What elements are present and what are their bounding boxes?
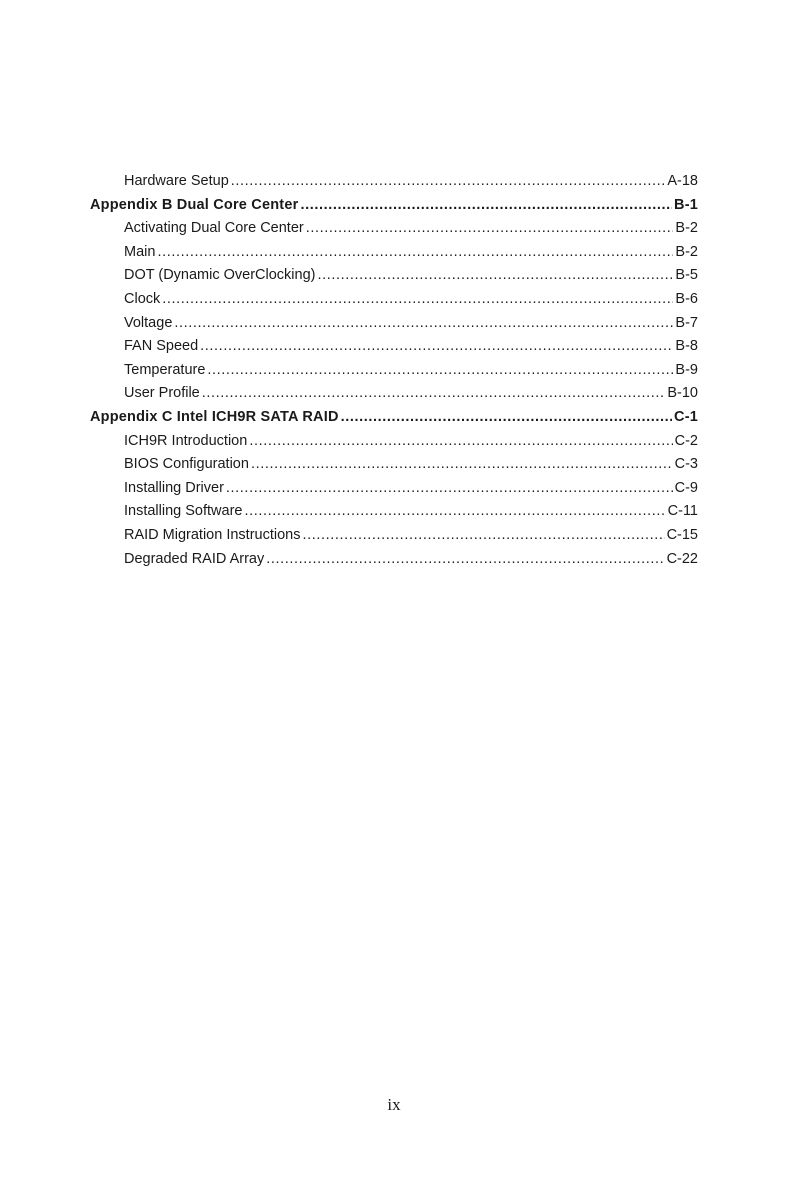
- toc-entry-title: Voltage: [124, 314, 173, 331]
- toc-dot-leader: [226, 477, 673, 501]
- toc-entry-page: B-2: [675, 243, 698, 260]
- toc-section-entry: [90, 453, 698, 477]
- toc-section-entry: [90, 430, 698, 454]
- toc-entry-title: Installing Driver: [124, 479, 224, 496]
- toc-entry-title: Temperature: [124, 361, 206, 378]
- toc-entry-page: B-5: [675, 267, 698, 284]
- toc-chapter-entry: [90, 194, 698, 218]
- toc-dot-leader: [251, 453, 673, 477]
- toc-entry-page: C-2: [674, 432, 698, 449]
- toc-entry-title: Hardware Setup: [124, 173, 229, 189]
- toc-section-entry: [90, 359, 698, 383]
- toc-section-entry: [90, 312, 698, 336]
- toc-dot-leader: [306, 217, 674, 241]
- toc-section-entry: [90, 335, 698, 359]
- toc-dot-leader: [249, 430, 672, 454]
- toc-entry-page: B-9: [675, 361, 698, 378]
- toc-section-entry: [90, 170, 698, 194]
- page-number: ix: [387, 1095, 401, 1114]
- toc-entry-page: B-10: [667, 385, 698, 402]
- toc-section-entry: [90, 288, 698, 312]
- toc-entry-page: B-1: [674, 196, 698, 213]
- toc-entry-page: C-15: [666, 526, 698, 543]
- toc-entry-page: C-22: [666, 550, 698, 567]
- toc-dot-leader: [162, 288, 673, 312]
- toc-chapter-entry: [90, 406, 698, 430]
- toc-dot-leader: [341, 406, 672, 430]
- toc-entry-title: User Profile: [124, 385, 200, 402]
- toc-dot-leader: [174, 312, 673, 336]
- toc-entry-title: Appendix C Intel ICH9R SATA RAID: [90, 408, 339, 425]
- toc-entry-title: ICH9R Introduction: [124, 432, 248, 449]
- toc-entry-page: B-7: [675, 314, 698, 331]
- toc-entry-title: DOT (Dynamic OverClocking): [124, 267, 316, 284]
- toc-section-entry: [90, 217, 698, 241]
- toc-entry-title: Appendix B Dual Core Center: [90, 196, 299, 213]
- toc-section-entry: [90, 524, 698, 548]
- toc-entry-title: Main: [124, 243, 156, 260]
- toc-entry-title: BIOS Configuration: [124, 456, 249, 473]
- toc-dot-leader: [318, 264, 674, 288]
- toc-dot-leader: [300, 194, 672, 218]
- toc-entry-page: B-8: [675, 338, 698, 355]
- toc-dot-leader: [202, 382, 666, 406]
- toc-entry-page: B-2: [675, 220, 698, 237]
- toc-entry-page: A-18: [667, 173, 698, 189]
- toc-entry-page: C-3: [674, 456, 698, 473]
- toc-entry-page: C-1: [674, 408, 698, 425]
- toc-entry-page: C-11: [667, 503, 698, 520]
- toc-section-entry: [90, 548, 698, 572]
- toc-entry-title: Clock: [124, 290, 161, 307]
- toc-section-entry: [90, 500, 698, 524]
- toc-section-entry: [90, 241, 698, 265]
- toc-entry-title: Degraded RAID Array: [124, 550, 265, 567]
- toc-section-entry: [90, 477, 698, 501]
- toc-dot-leader: [157, 241, 673, 265]
- toc-entry-title: RAID Migration Instructions: [124, 526, 301, 543]
- toc-dot-leader: [231, 170, 666, 194]
- toc-entry-title: FAN Speed: [124, 338, 199, 355]
- toc-entry-page: B-6: [675, 290, 698, 307]
- table-of-contents: [90, 170, 698, 571]
- toc-entry-title: Activating Dual Core Center: [124, 220, 304, 237]
- toc-dot-leader: [266, 548, 664, 572]
- toc-entry-page: C-9: [674, 479, 698, 496]
- toc-section-entry: [90, 382, 698, 406]
- toc-section-entry: [90, 264, 698, 288]
- toc-dot-leader: [207, 359, 673, 383]
- toc-dot-leader: [244, 500, 665, 524]
- toc-dot-leader: [200, 335, 673, 359]
- toc-entry-title: Installing Software: [124, 503, 243, 520]
- toc-dot-leader: [302, 524, 664, 548]
